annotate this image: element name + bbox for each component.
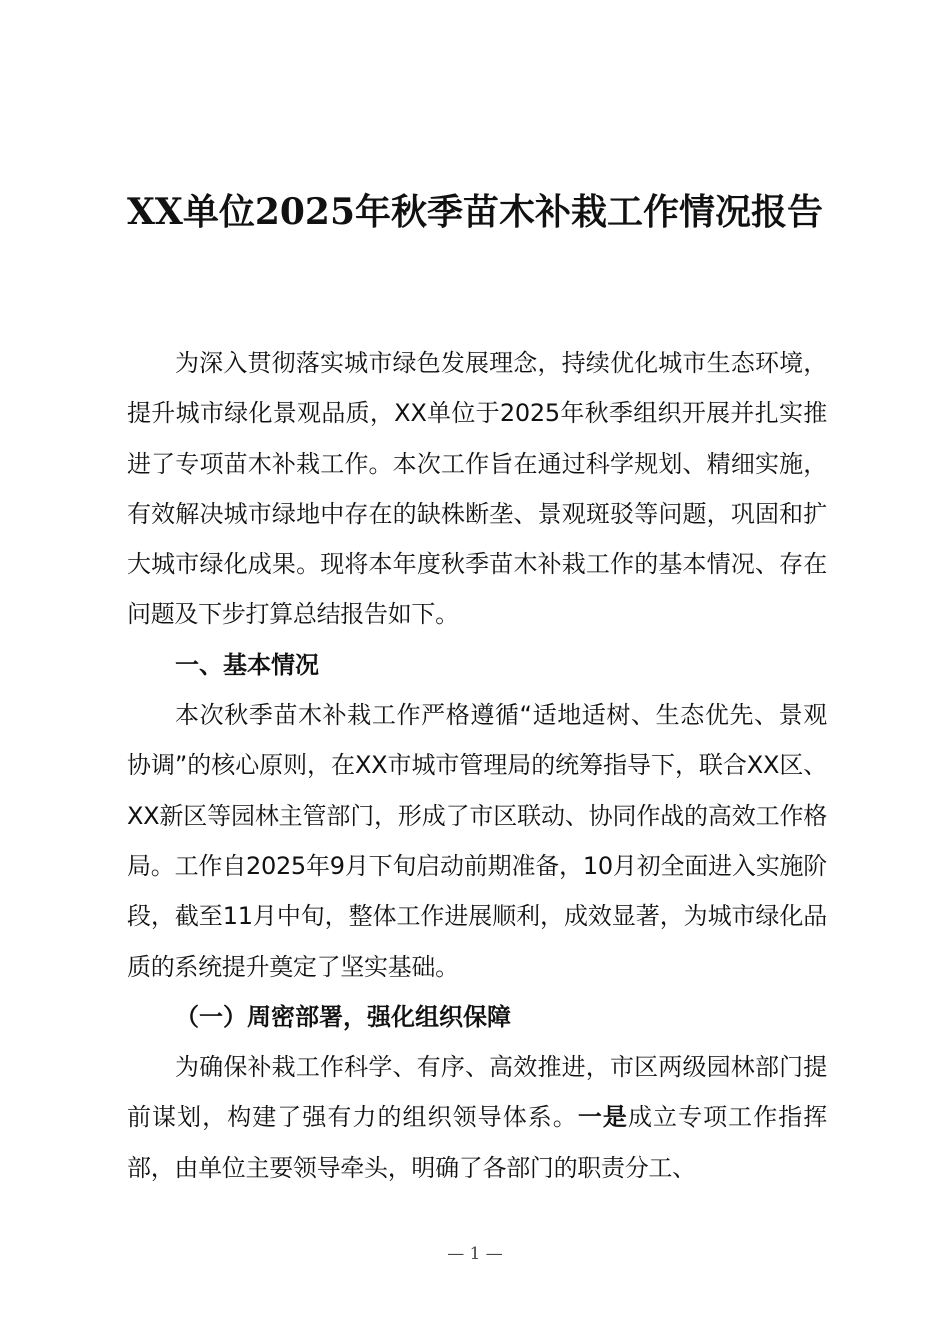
organization-text-part1: 为确保补栽工作科学、有序、高效推进，市区两级园林部门提前谋划，构建了强有力的组织领导体系。 [127, 1053, 827, 1132]
document-title: XX单位2025年秋季苗木补栽工作情况报告 [126, 191, 824, 233]
intro-paragraph: 为深入贯彻落实城市绿色发展理念，持续优化城市生态环境，提升城市绿化景观品质，XX单位于2025年秋季组织开展并扎实推进了专项苗木补栽工作。本次工作旨在通过科学规划、精细实施，有效解决城市绿地中存在的缺株断垄、景观斑驳等问题，巩固和扩大城市绿化成果。现将本年度秋季苗木补栽工作的基本情况、存在问题及下步打算总结报告如下。 [127, 349, 827, 629]
subsection-heading-organization: （一）周密部署，强化组织保障 [175, 1002, 511, 1031]
section-heading-basic: 一、基本情况 [175, 650, 319, 679]
organization-text-part2: 成立专项工作指挥部，由单位主要领导牵头，明确了各部门的职责分工、 [127, 1103, 827, 1182]
organization-bold-marker: 一是 [577, 1103, 628, 1132]
page-number: — 1 — [447, 1244, 503, 1264]
organization-paragraph [127, 1042, 827, 1193]
document-body [127, 338, 827, 1193]
basic-situation-paragraph: 本次秋季苗木补栽工作严格遵循“适地适树、生态优先、景观协调”的核心原则，在XX市城市管理局的统筹指导下，联合XX区、XX新区等园林主管部门，形成了市区联动、协同作战的高效工作格局。工作自2025年9月下旬启动前期准备，10月初全面进入实施阶段，截至11月中旬，整体工作进展顺利，成效显著，为城市绿化品质的系统提升奠定了坚实基础。 [127, 701, 827, 981]
